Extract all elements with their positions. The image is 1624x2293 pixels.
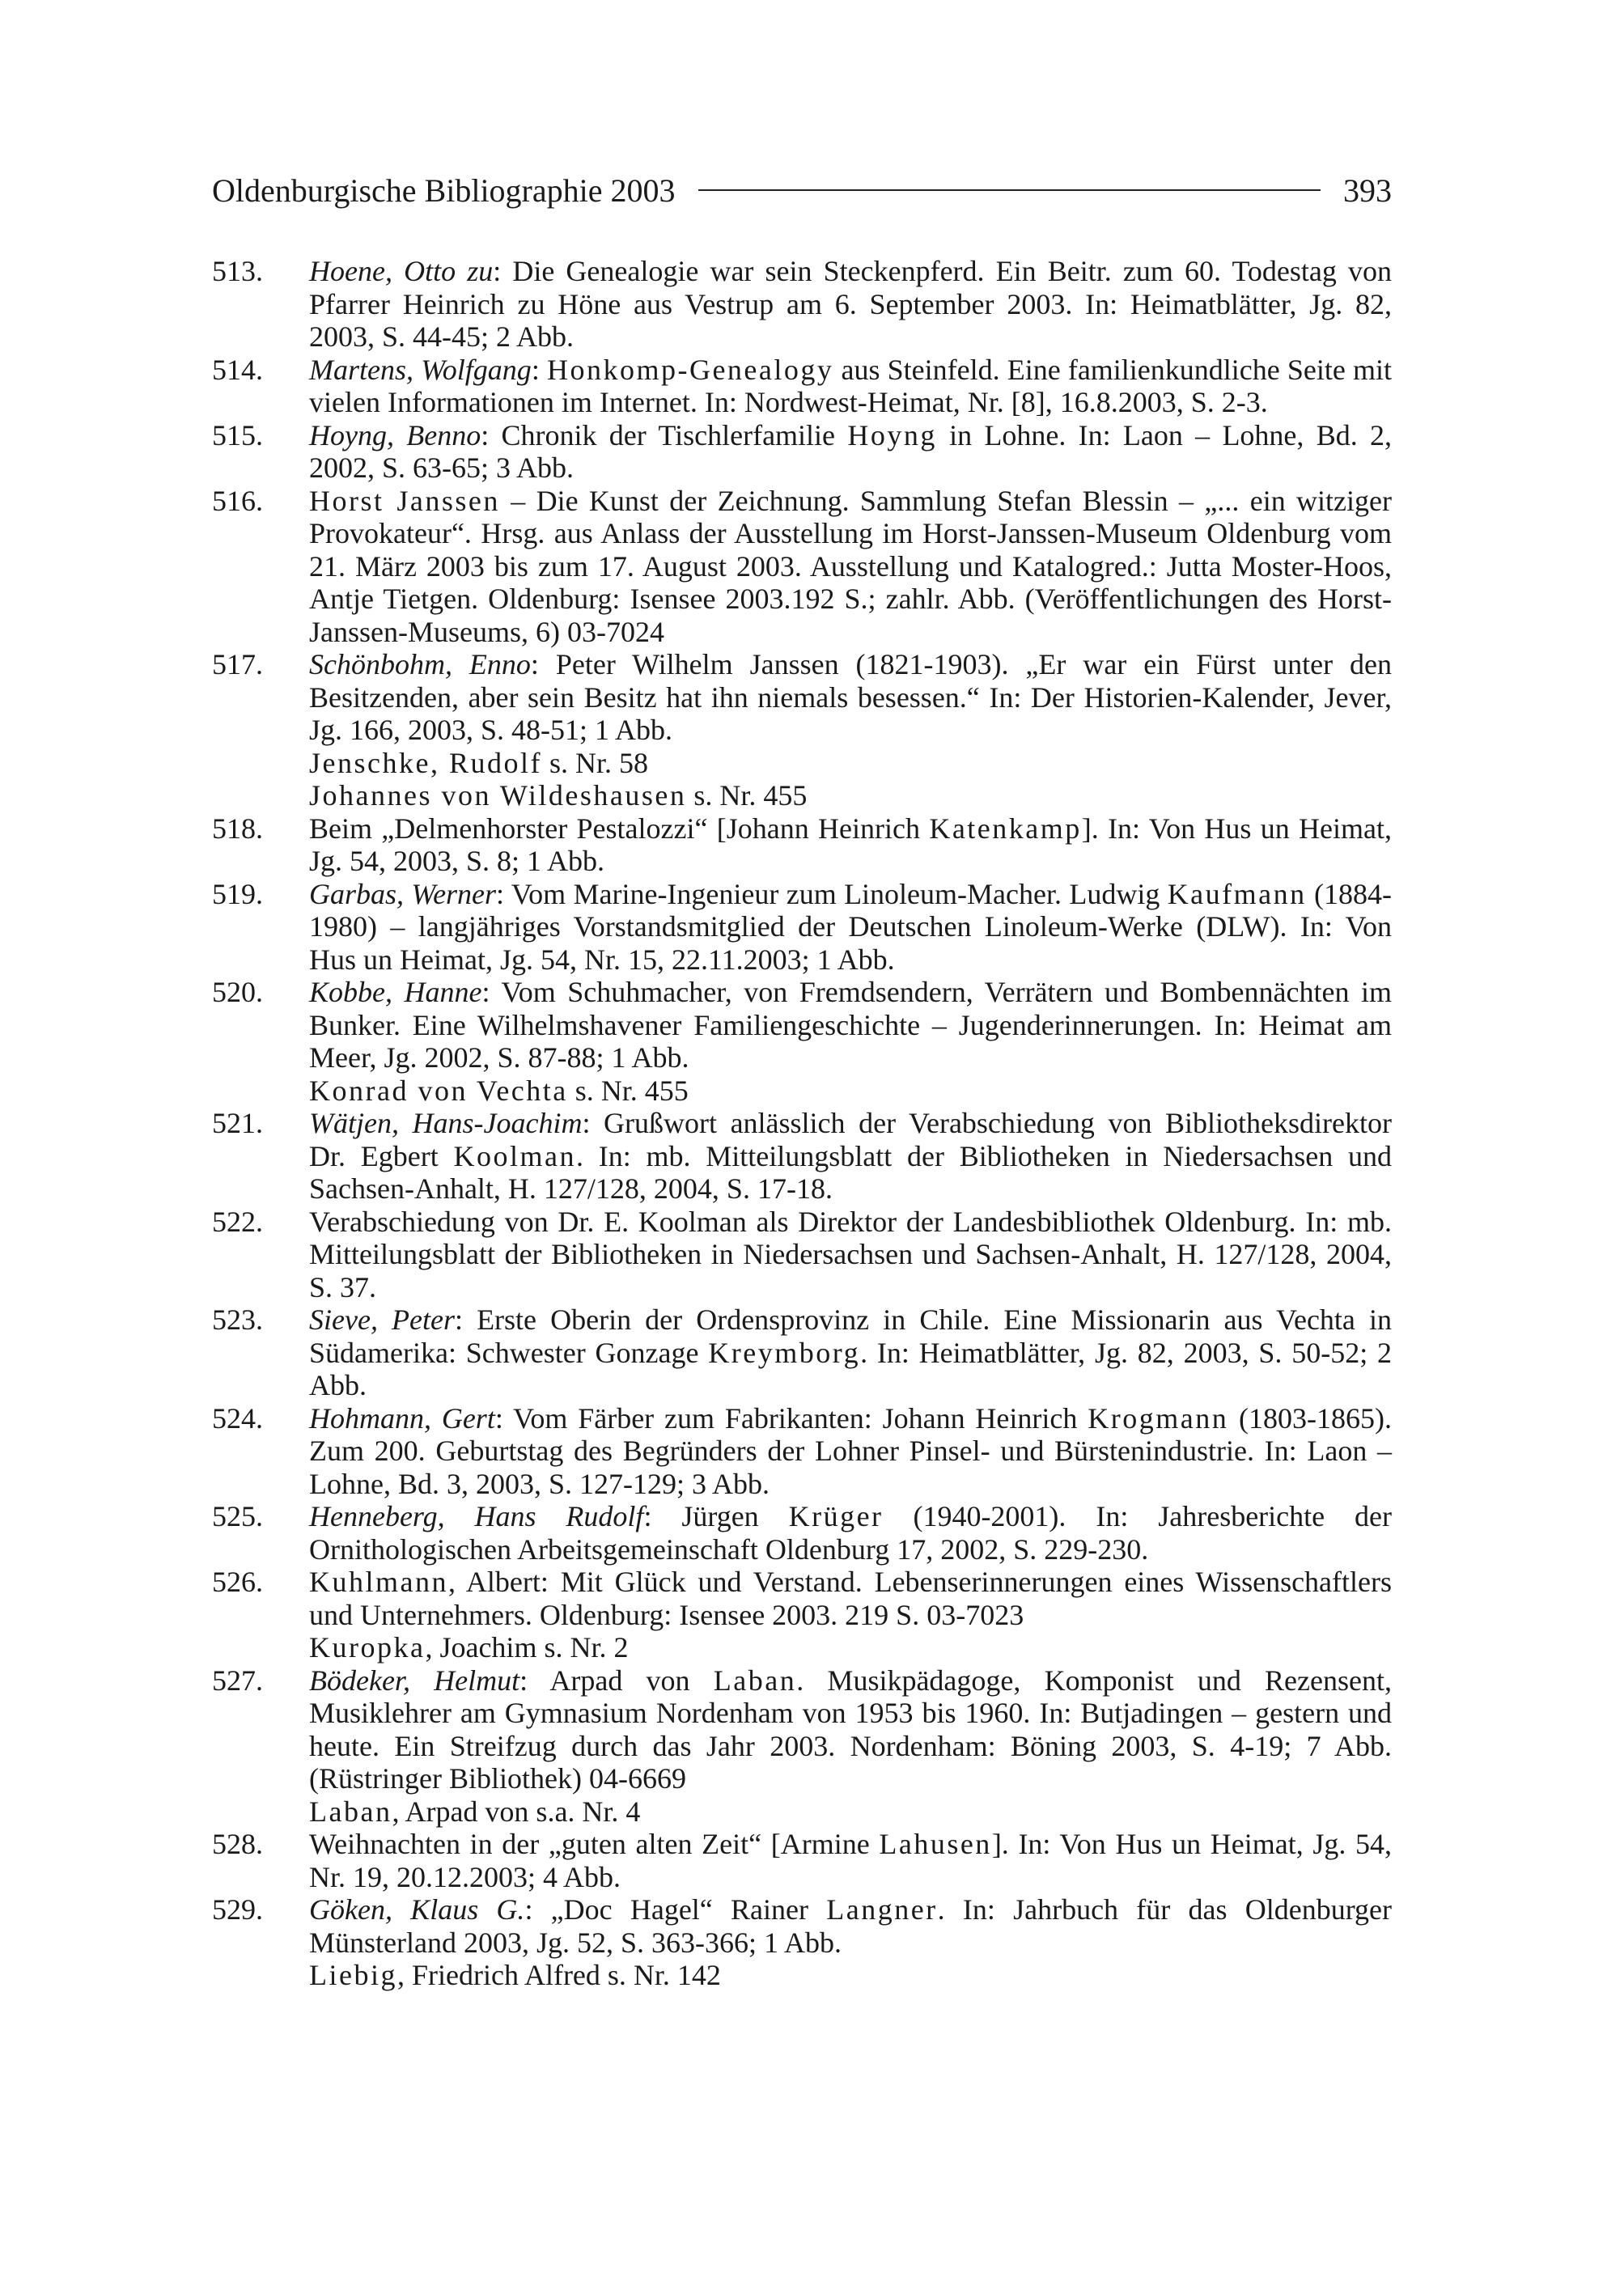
entry-author: Hoyng, Benno: [309, 418, 481, 451]
entry-text: , Albert: Mit Glück und Verstand. Lebenserinnerungen eines Wissenschaftlers und Unternehmers. Oldenburg: Isensee 2003. 219 S. 03-7023: [309, 1566, 1392, 1631]
entry-author: Henneberg, Hans Rudolf: [309, 1500, 644, 1532]
entry-author: Hohmann, Gert: [309, 1401, 495, 1435]
cross-reference-name: Liebig: [309, 1959, 397, 1991]
bibliography-entry: [212, 419, 1392, 485]
entry-body: [309, 1206, 1392, 1304]
entry-body: [309, 1107, 1392, 1206]
entry-text: . In: Heimatblätter, Jg. 82, 2003, S. 50-52; 2 Abb.: [309, 1336, 1393, 1401]
entry-body: [309, 1402, 1392, 1501]
running-header: [212, 166, 1392, 214]
entry-text: Weihnachten in der „guten alten Zeit“ [Armine: [309, 1828, 880, 1860]
entry-number: 527.: [212, 1664, 263, 1697]
bibliography-entry: [212, 1107, 1392, 1206]
bibliography-entry: [212, 1402, 1392, 1501]
entry-subject: Hoyng: [847, 418, 937, 451]
page-number: 393: [1343, 172, 1392, 209]
entry-body: [309, 255, 1392, 354]
cross-reference: [212, 747, 1392, 780]
entry-body: [309, 648, 1392, 747]
entry-subject: Kaufmann: [1167, 877, 1307, 910]
entry-text: (1940-2001). In: Jahresberichte der Ornithologischen Arbeitsgemeinschaft Oldenburg 17, 2002, S. 229-230.: [309, 1500, 1393, 1566]
bibliography-entry: [212, 354, 1392, 419]
cross-reference-target: , Arpad von s.a. Nr. 4: [392, 1795, 641, 1828]
entry-number: 528.: [212, 1828, 263, 1860]
entry-text: : Vom Färber zum Fabrikanten: Johann Heinrich: [494, 1401, 1088, 1435]
entry-body: [309, 1303, 1392, 1402]
entry-body: [309, 1828, 1392, 1893]
bibliography-entry: [212, 485, 1392, 649]
entry-list: [212, 255, 1392, 1992]
entry-text: (1884-1980) – langjähriges Vorstandsmitglied der Deutschen Linoleum-Werke (DLW). In: Von Hus un Heimat, Jg. 54, Nr. 15, 22.11.2003; 1 Abb.: [309, 877, 1392, 976]
entry-text: ]. In: Von Hus un Heimat, Jg. 54, 2003, S. 8; 1 Abb.: [309, 812, 1392, 877]
cross-reference: [212, 1631, 1392, 1664]
entry-number: 525.: [212, 1500, 263, 1532]
entry-text: : Grußwort anlässlich der Verabschiedung von Bibliotheksdirektor Dr. Egbert: [309, 1107, 1392, 1172]
entry-text: . In: Jahrbuch für das Oldenburger Münsterland 2003, Jg. 52, S. 363-366; 1 Abb.: [309, 1893, 1392, 1959]
cross-reference: [212, 1074, 1392, 1108]
entry-subject: Horst Janssen: [309, 484, 500, 517]
entry-author: Wätjen, Hans-Joachim: [309, 1107, 583, 1139]
cross-reference-name: Johannes von Wildeshausen: [309, 779, 687, 812]
entry-author: Garbas, Werner: [309, 877, 497, 910]
entry-author: Bödeker, Helmut: [309, 1664, 520, 1697]
entry-subject: Katenkamp: [929, 812, 1082, 845]
running-title: Oldenburgische Bibliographie 2003: [212, 172, 676, 209]
cross-reference: [212, 779, 1392, 812]
entry-subject: Langner: [826, 1893, 938, 1926]
bibliography-entry: [212, 1828, 1392, 1893]
entry-subject: Kuhlmann: [309, 1566, 448, 1598]
cross-reference-name: Laban: [309, 1795, 392, 1828]
entry-text: : Erste Oberin der Ordensprovinz in Chile. Eine Missionarin aus Vechta in Südamerika: Schwester Gonzage: [309, 1303, 1392, 1369]
bibliography-entry: [212, 1206, 1392, 1304]
entry-author: Göken, Klaus G.: [309, 1893, 525, 1926]
entry-text: ]. In: Von Hus un Heimat, Jg. 54, Nr. 19, 20.12.2003; 4 Abb.: [309, 1828, 1393, 1893]
entry-text: (1803-1865). Zum 200. Geburtstag des Begründers der Lohner Pinsel- und Bürstenindustrie. In: Laon – Lohne, Bd. 3, 2003, S. 127-129; 3 Abb.: [309, 1401, 1393, 1500]
entry-author: Hoene, Otto zu: [309, 255, 494, 287]
cross-reference: [212, 1959, 1392, 1992]
cross-reference-name: Jenschke, Rudolf: [309, 746, 542, 779]
bibliography-entry: [212, 812, 1392, 878]
entry-subject: Krogmann: [1088, 1401, 1229, 1435]
entry-body: [309, 1566, 1392, 1631]
entry-text: : Vom Schuhmacher, von Fremdsendern, Verrätern und Bombennächten im Bunker. Eine Wilhelmshavener Familiengeschichte – Jugenderinnerungen. In: Heimat am Meer, Jg. 2002, S. 87-88; 1 Abb.: [309, 976, 1393, 1074]
entry-author: Schönbohm, Enno: [309, 648, 531, 680]
entry-number: 518.: [212, 812, 263, 845]
entry-text: in Lohne. In: Laon – Lohne, Bd. 2, 2002, S. 63-65; 3 Abb.: [309, 418, 1392, 484]
cross-reference: [212, 1795, 1392, 1829]
cross-reference-target: s. Nr. 455: [567, 1074, 689, 1107]
cross-reference-target: , Joachim s. Nr. 2: [425, 1631, 629, 1664]
entry-subject: Honkomp-Genealogy: [546, 353, 834, 386]
entry-author: Sieve, Peter: [309, 1303, 455, 1336]
entry-text: Verabschiedung von Dr. E. Koolman als Direktor der Landesbibliothek Oldenburg. In: mb. Mitteilungsblatt der Bibliotheken in Niedersachsen und Sachsen-Anhalt, H. 127/128, 2004, S. 37.: [309, 1205, 1392, 1303]
entry-number: 515.: [212, 418, 263, 451]
entry-text: Beim „Delmenhorster Pestalozzi“ [Johann Heinrich: [309, 812, 930, 845]
entry-text: . Musikpädagoge, Komponist und Rezensent, Musiklehrer am Gymnasium Nordenham von 1953 bis 1960. In: Butjadingen – gestern und heute. Ein Streifzug durch das Jahr 2003. Nordenham: Böning 2003, S. 4-19; 7 Abb. (Rüstringer Bibliothek) 04-6669: [309, 1664, 1392, 1795]
entry-number: 519.: [212, 877, 263, 910]
bibliography-entry: [212, 976, 1392, 1074]
entry-text: : „Doc Hagel“ Rainer: [524, 1893, 827, 1926]
entry-body: [309, 1500, 1392, 1566]
bibliography-entry: [212, 1566, 1392, 1631]
bibliography-entry: [212, 1500, 1392, 1566]
cross-reference-target: s. Nr. 58: [541, 746, 648, 779]
entry-text: : Chronik der Tischlerfamilie: [481, 418, 848, 451]
entry-subject: Kreymborg: [708, 1336, 861, 1369]
entry-text: . In: mb. Mitteilungsblatt der Bibliotheken in Niedersachsen und Sachsen-Anhalt, H. 127/128, 2004, S. 17-18.: [309, 1139, 1392, 1205]
entry-number: 522.: [212, 1205, 263, 1238]
entry-number: 516.: [212, 484, 263, 517]
entry-text: – Die Kunst der Zeichnung. Sammlung Stefan Blessin – „... ein witziger Provokateur“. Hrsg. aus Anlass der Ausstellung im Horst-Janssen-Museum Oldenburg vom 21. März 2003 bis zum 17. August 2003. Ausstellung und Katalogred.: Jutta Moster-Hoos, Antje Tietgen. Oldenburg: Isensee 2003.192 S.; zahlr. Abb. (Veröffentlichungen des Horst-Janssen-Museums, 6) 03-7024: [309, 484, 1393, 648]
bibliography-entry: [212, 1893, 1392, 1959]
entry-number: 521.: [212, 1107, 263, 1139]
header-rule: [698, 189, 1321, 191]
entry-author: Martens, Wolfgang: [309, 353, 532, 386]
entry-subject: Lahusen: [879, 1828, 992, 1860]
bibliography-entry: [212, 1664, 1392, 1795]
entry-number: 517.: [212, 648, 263, 680]
entry-text: : Peter Wilhelm Janssen (1821-1903). „Er war ein Fürst unter den Besitzenden, aber sein Besitz hat ihn niemals besessen.“ In: Der Historien-Kalender, Jever, Jg. 166, 2003, S. 48-51; 1 Abb.: [309, 648, 1393, 746]
cross-reference-target: s. Nr. 455: [686, 779, 808, 812]
entry-body: [309, 485, 1392, 649]
bibliography-entry: [212, 648, 1392, 747]
entry-text: : Jürgen: [643, 1500, 789, 1532]
cross-reference-name: Konrad von Vechta: [309, 1074, 568, 1107]
bibliography-entry: [212, 1303, 1392, 1402]
entry-number: 523.: [212, 1303, 263, 1336]
entry-number: 526.: [212, 1566, 263, 1598]
entry-text: :: [531, 353, 547, 386]
bibliography-entry: [212, 255, 1392, 354]
entry-text: : Vom Marine-Ingenieur zum Linoleum-Macher. Ludwig: [496, 877, 1168, 910]
entry-body: [309, 354, 1392, 419]
cross-reference-name: Kuropka: [309, 1631, 426, 1664]
entry-author: Kobbe, Hanne: [309, 976, 482, 1008]
entry-number: 524.: [212, 1401, 263, 1435]
bibliography-entry: [212, 878, 1392, 977]
cross-reference-target: , Friedrich Alfred s. Nr. 142: [396, 1959, 721, 1991]
entry-text: : Arpad von: [519, 1664, 714, 1697]
entry-subject: Krüger: [788, 1500, 884, 1532]
entry-body: [309, 1893, 1392, 1959]
entry-body: [309, 976, 1392, 1074]
entry-body: [309, 878, 1392, 977]
entry-body: [309, 812, 1392, 878]
entry-number: 520.: [212, 976, 263, 1008]
entry-text: aus Steinfeld. Eine familienkundliche Seite mit vielen Informationen im Internet. In: Nordwest-Heimat, Nr. [8], 16.8.2003, S. 2-3.: [309, 353, 1392, 418]
entry-text: : Die Genealogie war sein Steckenpferd. Ein Beitr. zum 60. Todestag von Pfarrer Heinrich zu Höne aus Vestrup am 6. September 2003. In: Heimatblätter, Jg. 82, 2003, S. 44-45; 2 Abb.: [309, 255, 1393, 353]
entry-number: 529.: [212, 1893, 263, 1926]
entry-number: 513.: [212, 255, 263, 287]
entry-body: [309, 1664, 1392, 1795]
entry-body: [309, 419, 1392, 485]
entry-subject: Laban: [713, 1664, 797, 1697]
entry-number: 514.: [212, 353, 263, 386]
entry-subject: Koolman: [453, 1139, 576, 1172]
